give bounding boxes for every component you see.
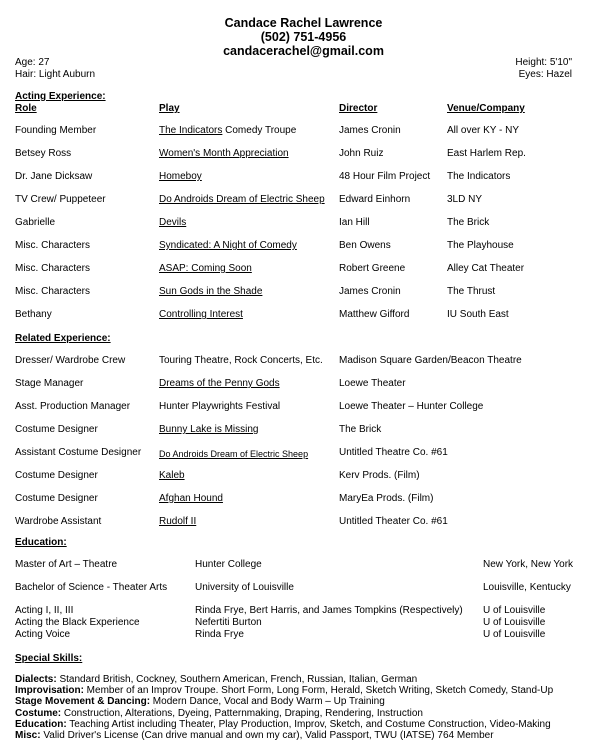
acting-director: Ian Hill	[339, 217, 370, 228]
eyes: Eyes: Hazel	[518, 69, 572, 80]
related-venue: Kerv Prods. (Film)	[339, 470, 420, 481]
skill-text: Valid Driver's License (Can drive manual and own my car), Valid Passport, TWU (IATSE) 764 Member	[40, 730, 494, 741]
related-production: Rudolf II	[159, 516, 197, 527]
acting-role: Dr. Jane Dicksaw	[15, 171, 93, 182]
related-production: Kaleb	[159, 470, 185, 481]
acting-director: John Ruiz	[339, 148, 384, 159]
skill-label: Education:	[15, 718, 67, 730]
acting-director: Edward Einhorn	[339, 194, 411, 205]
skill-line	[15, 708, 423, 720]
acting-director: Ben Owens	[339, 240, 391, 251]
resume-name: Candace Rachel Lawrence	[224, 16, 383, 30]
resume-email: candacerachel@gmail.com	[223, 44, 384, 58]
acting-venue: IU South East	[447, 309, 509, 320]
acting-play-title: The Indicators	[159, 125, 223, 136]
related-production: Dreams of the Penny Gods	[159, 378, 280, 389]
training-school: U of Louisville	[483, 617, 546, 628]
acting-play	[159, 194, 325, 206]
acting-play-title: Devils	[159, 217, 187, 228]
acting-play	[159, 148, 289, 160]
acting-play-title: Sun Gods in the Shade	[159, 286, 263, 297]
acting-play	[159, 240, 297, 252]
hair: Hair: Light Auburn	[15, 69, 96, 80]
acting-role: Misc. Characters	[15, 240, 91, 251]
acting-play-title: Syndicated: A Night of Comedy	[159, 240, 297, 251]
skill-line	[15, 730, 494, 742]
height: Height: 5'10"	[515, 57, 572, 68]
education-degree: Bachelor of Science - Theater Arts	[15, 582, 168, 593]
education-section-title: Education:	[15, 537, 67, 548]
acting-venue: 3LD NY	[447, 194, 483, 205]
skill-text: Member of an Improv Troupe. Short Form, Long Form, Herald, Sketch Writing, Sketch Comedy, Stand-Up	[83, 685, 554, 697]
acting-venue: All over KY - NY	[447, 125, 520, 136]
acting-director: James Cronin	[339, 286, 401, 297]
skill-line	[15, 685, 553, 697]
skill-line	[15, 674, 417, 686]
acting-play-title: Homeboy	[159, 171, 202, 182]
skill-text: Modern Dance, Vocal and Body Warm – Up Training	[150, 696, 385, 708]
related-production: Hunter Playwrights Festival	[159, 401, 281, 412]
acting-venue: East Harlem Rep.	[447, 148, 526, 159]
related-role: Asst. Production Manager	[15, 401, 131, 412]
training-school: U of Louisville	[483, 605, 546, 616]
related-venue: Untitled Theater Co. #61	[339, 516, 448, 527]
col-venue: Venue/Company	[447, 103, 525, 114]
related-production: Do Androids Dream of Electric Sheep	[159, 449, 309, 459]
related-venue: The Brick	[339, 424, 382, 435]
resume-phone: (502) 751-4956	[260, 30, 347, 44]
acting-play-title: ASAP: Coming Soon	[159, 263, 252, 274]
training-course: Acting the Black Experience	[15, 617, 140, 628]
acting-venue: The Playhouse	[447, 240, 514, 251]
related-production: Afghan Hound	[159, 493, 223, 504]
acting-play	[159, 217, 186, 229]
acting-play-title: Do Androids Dream of Electric Sheep	[159, 194, 325, 205]
acting-venue: The Brick	[447, 217, 490, 228]
training-course: Acting Voice	[15, 629, 71, 640]
education-school: University of Louisville	[195, 582, 294, 593]
acting-role: Misc. Characters	[15, 263, 91, 274]
related-production: Bunny Lake is Missing	[159, 424, 259, 435]
age: Age: 27	[15, 57, 50, 68]
acting-role: Founding Member	[15, 125, 97, 136]
related-role: Costume Designer	[15, 470, 98, 481]
training-teacher: Nefertiti Burton	[195, 617, 262, 628]
acting-play-suffix: Comedy Troupe	[222, 125, 297, 136]
training-teacher: Rinda Frye	[195, 629, 244, 640]
skill-label: Dialects:	[15, 674, 57, 685]
acting-play	[159, 309, 243, 321]
acting-venue: The Thrust	[447, 286, 496, 297]
skill-label: Costume:	[15, 707, 62, 719]
education-location: Louisville, Kentucky	[483, 582, 571, 593]
acting-director: James Cronin	[339, 125, 401, 136]
col-role: Role	[15, 103, 37, 114]
education-degree: Master of Art – Theatre	[15, 559, 118, 570]
acting-play	[159, 263, 252, 275]
training-school: U of Louisville	[483, 629, 546, 640]
related-venue: Loewe Theater – Hunter College	[339, 401, 484, 412]
acting-play	[159, 171, 202, 183]
skill-line	[15, 696, 385, 708]
related-role: Costume Designer	[15, 493, 98, 504]
col-director: Director	[339, 103, 378, 114]
training-course: Acting I, II, III	[15, 605, 74, 616]
acting-role: Misc. Characters	[15, 286, 91, 297]
acting-director: 48 Hour Film Project	[339, 171, 431, 182]
skill-line	[15, 719, 551, 731]
related-venue: MaryEa Prods. (Film)	[339, 493, 434, 504]
acting-director: Robert Greene	[339, 263, 406, 274]
acting-play	[159, 286, 262, 298]
skill-text: Teaching Artist including Theater, Play Production, Improv, Sketch, and Costume Construction, Video-Making	[66, 718, 551, 730]
related-production: Touring Theatre, Rock Concerts, Etc.	[159, 355, 323, 366]
related-role: Costume Designer	[15, 424, 98, 435]
related-venue: Loewe Theater	[339, 378, 406, 389]
related-section-title: Related Experience:	[15, 333, 111, 344]
acting-venue: The Indicators	[447, 171, 511, 182]
related-role: Stage Manager	[15, 378, 84, 389]
acting-play-title: Women's Month Appreciation	[159, 148, 289, 159]
acting-director: Matthew Gifford	[339, 309, 410, 320]
acting-role: Gabrielle	[15, 217, 56, 228]
skill-label: Improvisation:	[15, 685, 84, 697]
acting-role: Betsey Ross	[15, 148, 72, 159]
acting-section-title: Acting Experience:	[15, 91, 106, 102]
related-venue: Untitled Theatre Co. #61	[339, 447, 448, 458]
acting-venue: Alley Cat Theater	[447, 263, 525, 274]
education-location: New York, New York	[483, 559, 574, 570]
skill-text: Standard British, Cockney, Southern American, French, Russian, Italian, German	[56, 674, 418, 685]
acting-role: Bethany	[15, 309, 52, 320]
related-role: Dresser/ Wardrobe Crew	[15, 355, 126, 366]
related-role: Wardrobe Assistant	[15, 516, 102, 527]
education-school: Hunter College	[195, 559, 262, 570]
acting-play	[159, 125, 296, 137]
related-venue: Madison Square Garden/Beacon Theatre	[339, 355, 522, 366]
related-role: Assistant Costume Designer	[15, 447, 142, 458]
acting-role: TV Crew/ Puppeteer	[15, 194, 106, 205]
training-teacher: Rinda Frye, Bert Harris, and James Tompkins (Respectively)	[195, 605, 463, 616]
skill-label: Stage Movement & Dancing:	[15, 696, 151, 708]
skill-text: Construction, Alterations, Dyeing, Patternmaking, Draping, Rendering, Instruction	[61, 707, 423, 719]
col-play: Play	[159, 103, 180, 114]
skills-section-title: Special Skills:	[15, 653, 83, 664]
skill-label: Misc:	[15, 730, 41, 741]
acting-play-title: Controlling Interest	[159, 309, 243, 320]
